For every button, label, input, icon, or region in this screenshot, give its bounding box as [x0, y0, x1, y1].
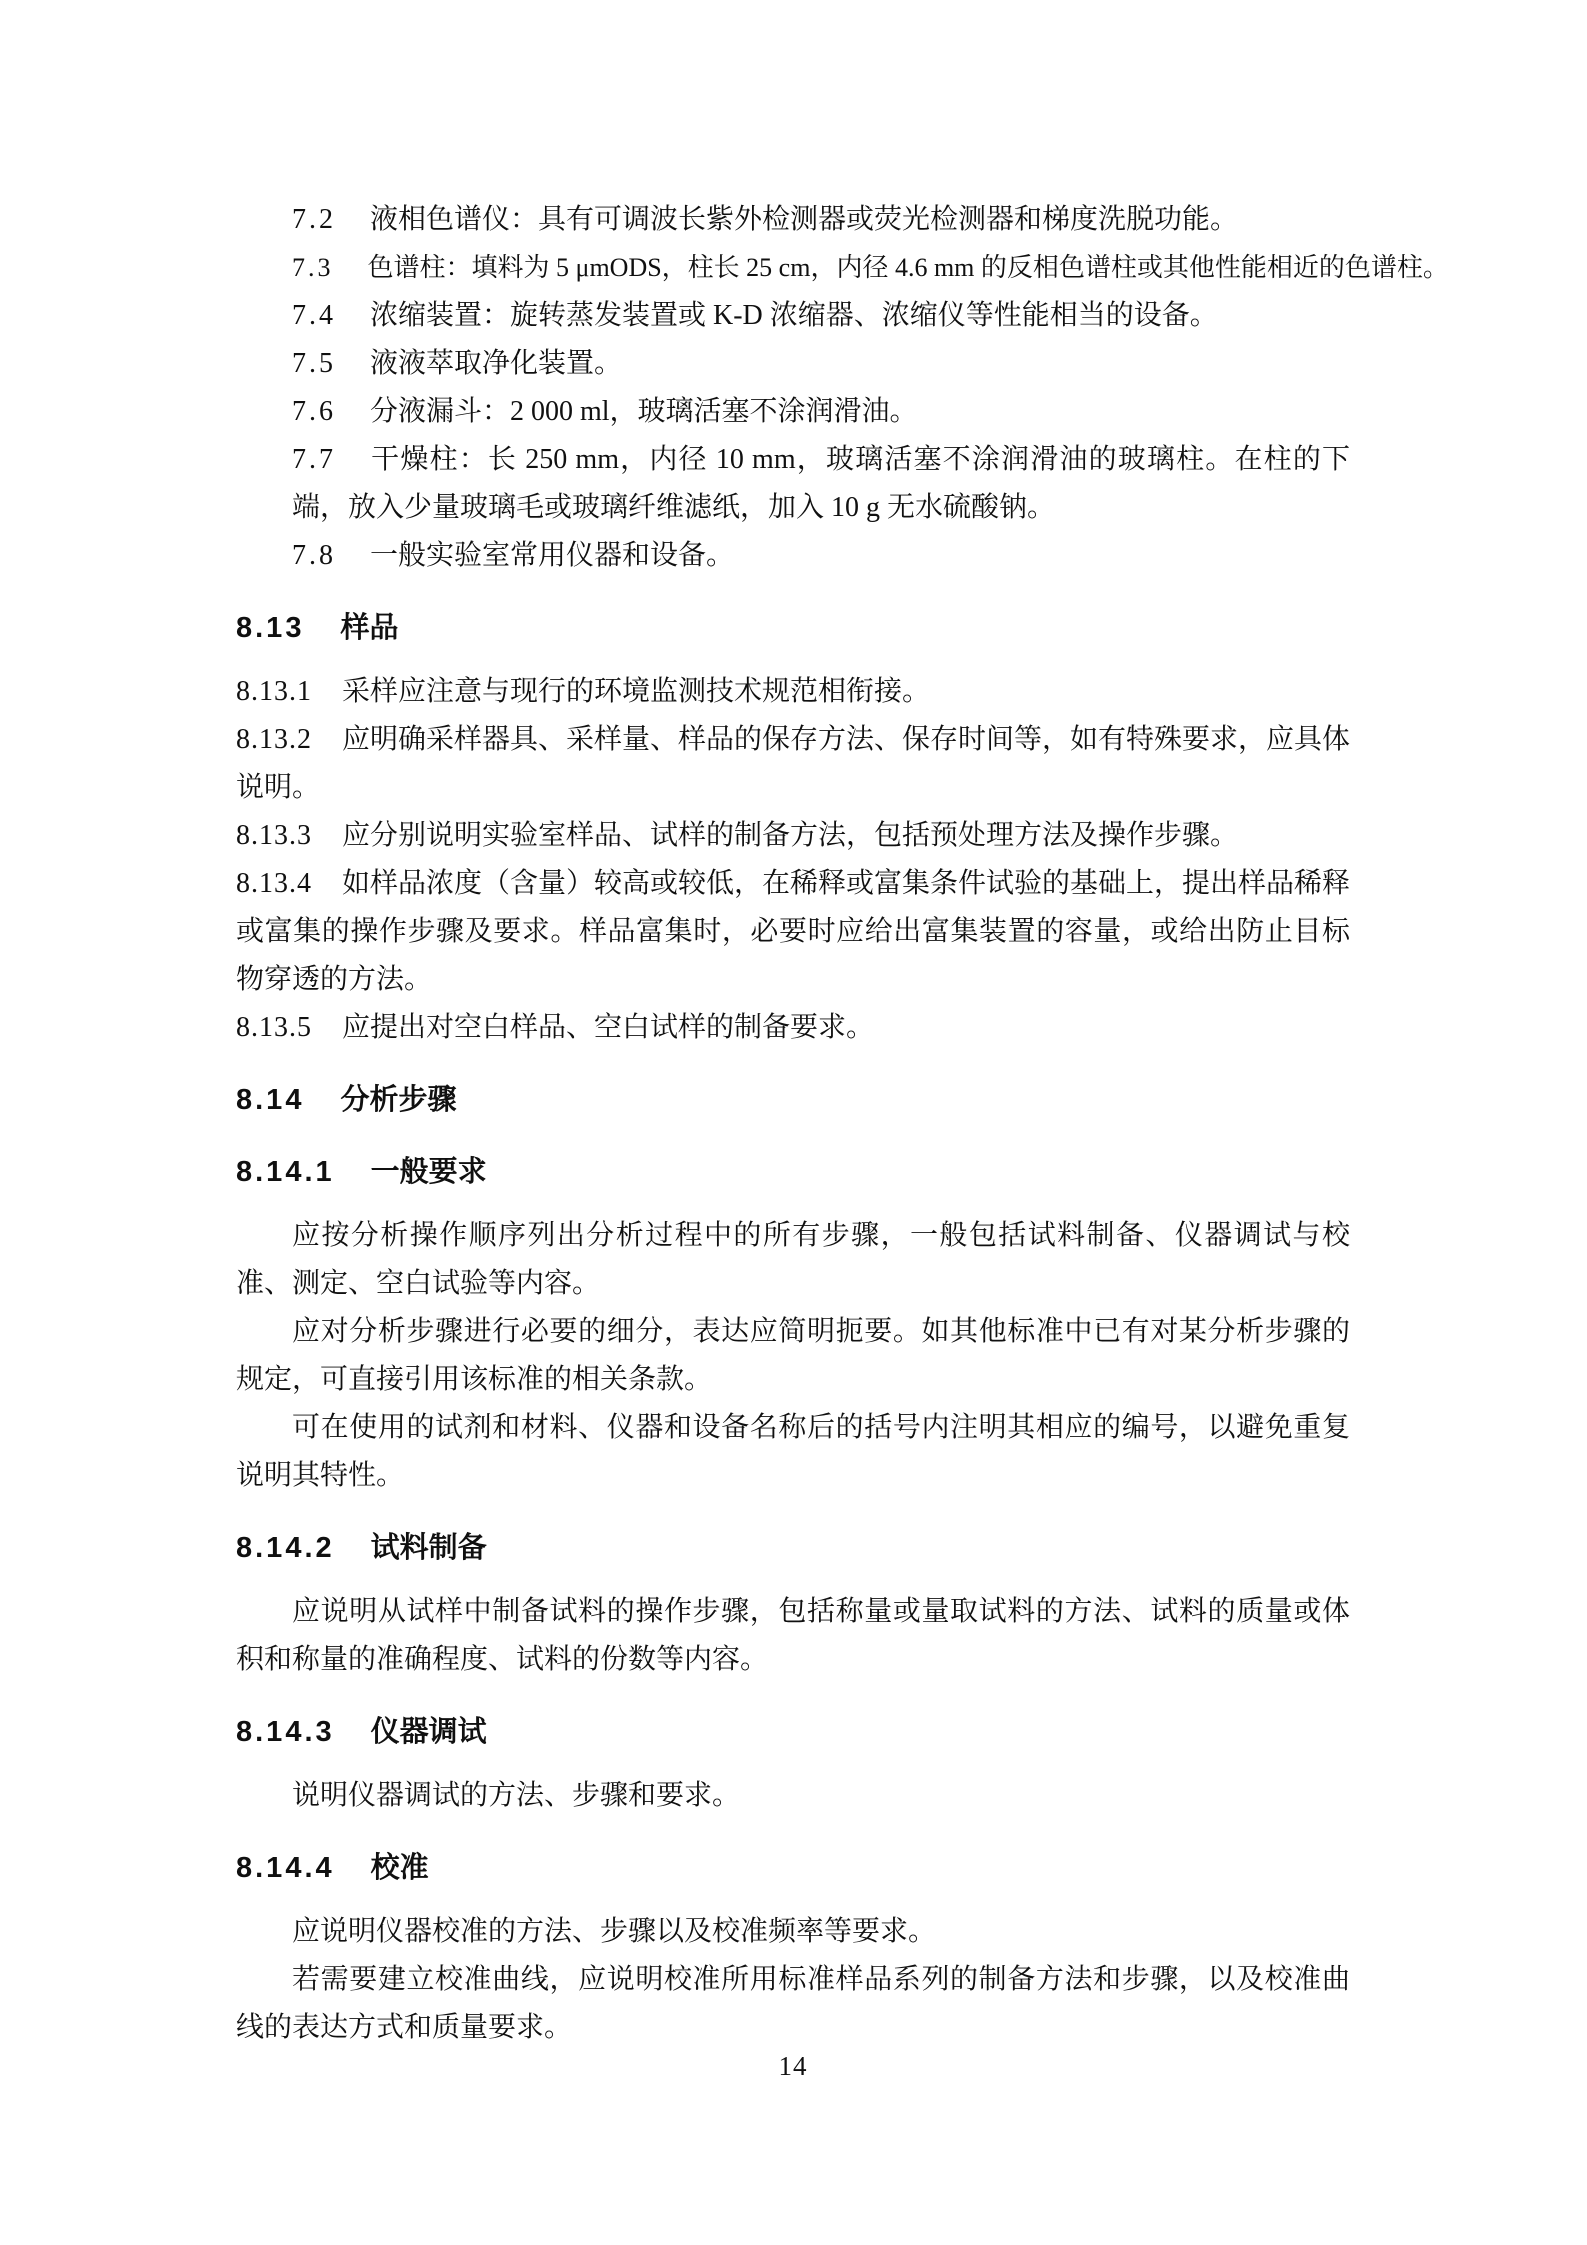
section-heading-8-14-2: [236, 1524, 1350, 1572]
section-heading-8-13: [236, 604, 1350, 652]
clause-number: 8.13.1: [236, 676, 312, 707]
clause-text: 液相色谱仪：具有可调波长紫外检测器或荧光检测器和梯度洗脱功能。: [370, 204, 1239, 235]
heading-title: 分析步骤: [340, 1084, 457, 1116]
clause-number: 7.8: [292, 540, 336, 571]
clause-text: 浓缩装置：旋转蒸发装置或 K-D 浓缩器、浓缩仪等性能相当的设备。: [370, 300, 1218, 331]
heading-number: 8.14.4: [236, 1852, 335, 1884]
clause-number: 7.5: [292, 348, 336, 379]
clause-item-8-13-5: [236, 1004, 1350, 1052]
heading-number: 8.14.3: [236, 1716, 335, 1748]
section-heading-8-14-4: [236, 1844, 1350, 1892]
clause-item-8-13-3: [236, 812, 1350, 860]
heading-title: 样品: [340, 612, 399, 644]
clause-number: 7.2: [292, 204, 336, 235]
clause-number: 7.3: [292, 253, 334, 282]
clause-item-7-6: [236, 388, 1350, 436]
body-paragraph: 若需要建立校准曲线，应说明校准所用标准样品系列的制备方法和步骤，以及校准曲线的表达方式和质量要求。: [236, 1964, 1350, 2043]
heading-title: 试料制备: [370, 1532, 487, 1564]
body-paragraph: 可在使用的试剂和材料、仪器和设备名称后的括号内注明其相应的编号，以避免重复说明其特性。: [236, 1412, 1350, 1491]
page-number: 14: [778, 2051, 808, 2081]
body-paragraph: 说明仪器调试的方法、步骤和要求。: [292, 1780, 741, 1811]
clause-text: 一般实验室常用仪器和设备。: [370, 540, 735, 571]
clause-text: 分液漏斗：2 000 ml，玻璃活塞不涂润滑油。: [370, 396, 918, 427]
clause-text: 采样应注意与现行的环境监测技术规范相衔接。: [342, 676, 931, 707]
heading-number: 8.14.1: [236, 1156, 335, 1188]
heading-title: 一般要求: [370, 1156, 487, 1188]
clause-number: 8.13.5: [236, 1012, 312, 1043]
clause-text: 色谱柱：填料为 5 μmODS，柱长 25 cm，内径 4.6 mm 的反相色谱柱或其他性能相近的色谱柱。: [367, 253, 1449, 282]
clause-number: 8.13.2: [236, 724, 312, 755]
clause-item-7-2: [236, 196, 1350, 244]
heading-title: 仪器调试: [370, 1716, 487, 1748]
clause-text: 如样品浓度（含量）较高或较低，在稀释或富集条件试验的基础上，提出样品稀释或富集的操作步骤及要求。样品富集时，必要时应给出富集装置的容量，或给出防止目标物穿透的方法。: [236, 868, 1351, 995]
body-paragraph: 应说明仪器校准的方法、步骤以及校准频率等要求。: [292, 1916, 937, 1947]
clause-item-7-3: [236, 244, 1449, 292]
heading-number: 8.13: [236, 612, 305, 644]
clause-text: 液液萃取净化装置。: [370, 348, 623, 379]
clause-item-8-13-1: [236, 668, 1350, 716]
clause-item-7-4: [236, 292, 1350, 340]
clause-number: 8.13.4: [236, 868, 312, 899]
section-heading-8-14: [236, 1076, 1350, 1124]
clause-number: 8.13.3: [236, 820, 312, 851]
clause-text: 干燥柱：长 250 mm，内径 10 mm，玻璃活塞不涂润滑油的玻璃柱。在柱的下端，放入少量玻璃毛或玻璃纤维滤纸，加入 10 g 无水硫酸钠。: [292, 444, 1350, 523]
clause-item-8-13-4: [236, 860, 1350, 1004]
clause-text: 应提出对空白样品、空白试样的制备要求。: [342, 1012, 875, 1043]
clause-number: 7.4: [292, 300, 336, 331]
clause-text: 应分别说明实验室样品、试样的制备方法，包括预处理方法及操作步骤。: [342, 820, 1239, 851]
clause-item-8-13-2: [236, 716, 1350, 812]
body-paragraph: 应按分析操作顺序列出分析过程中的所有步骤，一般包括试料制备、仪器调试与校准、测定、空白试验等内容。: [236, 1220, 1350, 1299]
clause-text: 应明确采样器具、采样量、样品的保存方法、保存时间等，如有特殊要求，应具体说明。: [236, 724, 1351, 803]
body-paragraph: 应说明从试样中制备试料的操作步骤，包括称量或量取试料的方法、试料的质量或体积和称量的准确程度、试料的份数等内容。: [236, 1596, 1350, 1675]
page-text-block: [236, 196, 1449, 2090]
section-heading-8-14-3: [236, 1708, 1350, 1756]
heading-title: 校准: [370, 1852, 429, 1884]
heading-number: 8.14: [236, 1084, 305, 1116]
clause-item-7-8: [236, 532, 1350, 580]
clause-number: 7.6: [292, 396, 336, 427]
body-paragraph: 应对分析步骤进行必要的细分，表达应简明扼要。如其他标准中已有对某分析步骤的规定，可直接引用该标准的相关条款。: [236, 1316, 1350, 1395]
heading-number: 8.14.2: [236, 1532, 335, 1564]
clause-number: 7.7: [292, 444, 336, 475]
section-heading-8-14-1: [236, 1148, 1350, 1196]
clause-item-7-7: [236, 436, 1350, 532]
clause-item-7-5: [236, 340, 1350, 388]
